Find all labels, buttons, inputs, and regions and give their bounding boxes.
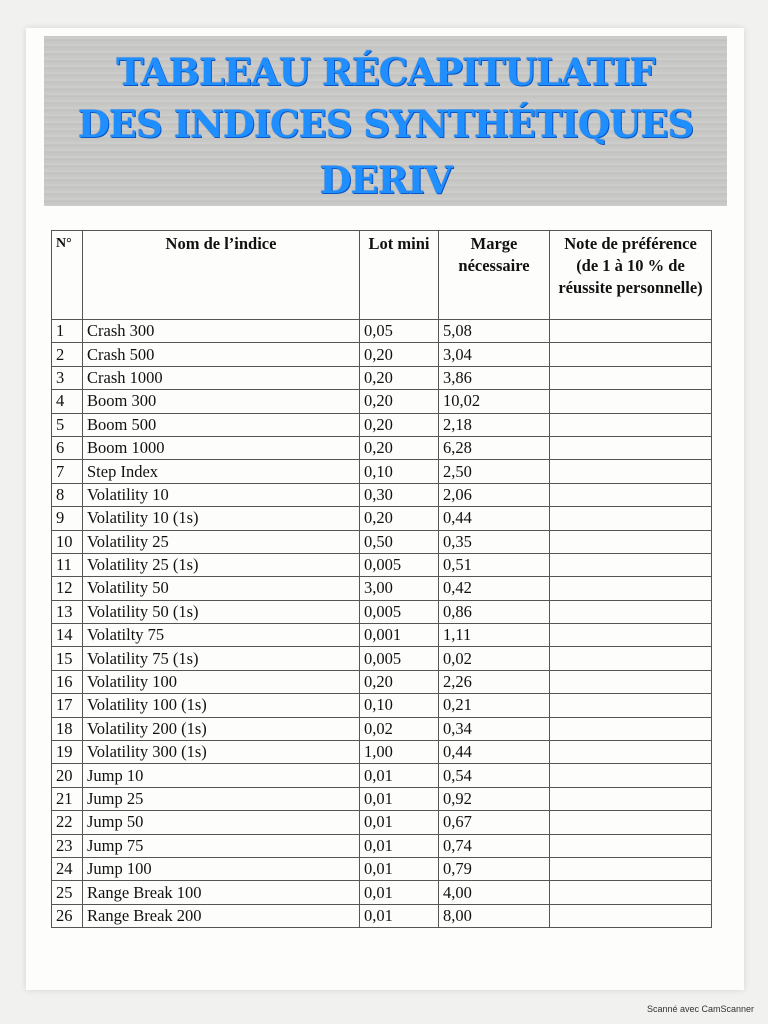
cell-note [550,577,712,600]
cell-marge: 0,86 [439,600,550,623]
title-line-2: DES INDICES SYNTHÉTIQUES [77,102,694,146]
cell-index-name: Volatility 50 [83,577,360,600]
table-row [52,811,712,834]
table-row [52,320,712,343]
cell-num: 19 [52,741,83,764]
cell-marge: 0,51 [439,553,550,576]
cell-index-name: Jump 25 [83,787,360,810]
cell-num: 7 [52,460,83,483]
cell-index-name: Jump 100 [83,857,360,880]
cell-lot-mini: 0,005 [360,600,439,623]
cell-num: 9 [52,507,83,530]
cell-note [550,320,712,343]
title-line-3: DERIV [319,158,452,202]
cell-num: 21 [52,787,83,810]
cell-marge: 5,08 [439,320,550,343]
indices-table [51,230,712,928]
cell-marge: 6,28 [439,436,550,459]
table-row [52,600,712,623]
cell-marge: 3,86 [439,366,550,389]
header-marge: Marge nécessaire [439,231,550,320]
cell-index-name: Volatility 50 (1s) [83,600,360,623]
cell-marge: 0,44 [439,741,550,764]
cell-lot-mini: 0,01 [360,834,439,857]
table-row [52,647,712,670]
cell-num: 5 [52,413,83,436]
cell-note [550,647,712,670]
cell-note [550,483,712,506]
cell-marge: 0,74 [439,834,550,857]
cell-marge: 0,44 [439,507,550,530]
cell-note [550,787,712,810]
cell-marge: 2,50 [439,460,550,483]
cell-note [550,881,712,904]
cell-marge: 2,26 [439,670,550,693]
cell-index-name: Volatility 25 (1s) [83,553,360,576]
cell-note [550,530,712,553]
header-lot: Lot mini [360,231,439,320]
cell-index-name: Crash 300 [83,320,360,343]
cell-lot-mini: 0,02 [360,717,439,740]
cell-lot-mini: 0,20 [360,343,439,366]
header-num: N° [52,231,83,320]
cell-index-name: Boom 500 [83,413,360,436]
cell-marge: 2,18 [439,413,550,436]
title-line-1: TABLEAU RÉCAPITULATIF [116,50,655,94]
cell-lot-mini: 0,01 [360,904,439,927]
cell-marge: 1,11 [439,624,550,647]
table-row [52,670,712,693]
cell-num: 17 [52,694,83,717]
table-row [52,717,712,740]
cell-index-name: Boom 1000 [83,436,360,459]
table-row [52,694,712,717]
table-row [52,741,712,764]
cell-index-name: Range Break 200 [83,904,360,927]
cell-note [550,390,712,413]
cell-marge: 0,21 [439,694,550,717]
title-banner [44,36,727,206]
cell-index-name: Jump 10 [83,764,360,787]
cell-index-name: Volatility 100 (1s) [83,694,360,717]
cell-num: 6 [52,436,83,459]
cell-marge: 0,79 [439,857,550,880]
table-row [52,764,712,787]
cell-note [550,717,712,740]
table-row [52,460,712,483]
cell-marge: 0,35 [439,530,550,553]
cell-note [550,413,712,436]
cell-note [550,670,712,693]
cell-num: 16 [52,670,83,693]
cell-num: 10 [52,530,83,553]
cell-note [550,904,712,927]
cell-note [550,694,712,717]
cell-note [550,553,712,576]
cell-note [550,741,712,764]
cell-num: 25 [52,881,83,904]
cell-index-name: Crash 1000 [83,366,360,389]
cell-note [550,600,712,623]
cell-lot-mini: 3,00 [360,577,439,600]
cell-num: 8 [52,483,83,506]
cell-note [550,811,712,834]
table-row [52,881,712,904]
cell-lot-mini: 0,01 [360,811,439,834]
table-row [52,787,712,810]
cell-lot-mini: 0,20 [360,436,439,459]
cell-num: 13 [52,600,83,623]
cell-num: 14 [52,624,83,647]
table-row [52,436,712,459]
table-row [52,343,712,366]
cell-num: 11 [52,553,83,576]
table-row [52,507,712,530]
cell-num: 23 [52,834,83,857]
table-row [52,624,712,647]
cell-lot-mini: 0,10 [360,460,439,483]
cell-marge: 3,04 [439,343,550,366]
table-row [52,857,712,880]
cell-lot-mini: 0,01 [360,881,439,904]
cell-marge: 0,67 [439,811,550,834]
cell-index-name: Volatilty 75 [83,624,360,647]
cell-index-name: Jump 75 [83,834,360,857]
cell-index-name: Range Break 100 [83,881,360,904]
cell-num: 4 [52,390,83,413]
cell-note [550,460,712,483]
cell-num: 18 [52,717,83,740]
cell-note [550,834,712,857]
cell-lot-mini: 0,01 [360,787,439,810]
cell-lot-mini: 0,001 [360,624,439,647]
cell-index-name: Volatility 25 [83,530,360,553]
table-row [52,577,712,600]
scanner-watermark: Scanné avec CamScanner [646,1004,754,1014]
cell-note [550,343,712,366]
cell-num: 1 [52,320,83,343]
table-row [52,904,712,927]
cell-lot-mini: 0,01 [360,764,439,787]
cell-num: 3 [52,366,83,389]
table-row [52,530,712,553]
cell-lot-mini: 0,005 [360,647,439,670]
cell-marge: 0,42 [439,577,550,600]
table-header-row [52,231,712,320]
header-note: Note de préférence (de 1 à 10 % de réussite personnelle) [550,231,712,320]
cell-lot-mini: 1,00 [360,741,439,764]
cell-index-name: Volatility 200 (1s) [83,717,360,740]
cell-lot-mini: 0,10 [360,694,439,717]
table-row [52,366,712,389]
cell-marge: 8,00 [439,904,550,927]
cell-note [550,436,712,459]
cell-lot-mini: 0,20 [360,413,439,436]
cell-lot-mini: 0,20 [360,366,439,389]
cell-marge: 0,02 [439,647,550,670]
table-row [52,834,712,857]
cell-note [550,507,712,530]
cell-index-name: Volatility 100 [83,670,360,693]
cell-num: 24 [52,857,83,880]
cell-lot-mini: 0,01 [360,857,439,880]
table-row [52,413,712,436]
cell-lot-mini: 0,20 [360,507,439,530]
cell-index-name: Volatility 10 (1s) [83,507,360,530]
cell-num: 15 [52,647,83,670]
cell-lot-mini: 0,50 [360,530,439,553]
cell-index-name: Jump 50 [83,811,360,834]
cell-num: 26 [52,904,83,927]
cell-lot-mini: 0,30 [360,483,439,506]
cell-marge: 2,06 [439,483,550,506]
cell-marge: 4,00 [439,881,550,904]
table-row [52,483,712,506]
cell-lot-mini: 0,05 [360,320,439,343]
cell-marge: 0,54 [439,764,550,787]
cell-lot-mini: 0,20 [360,670,439,693]
cell-lot-mini: 0,20 [360,390,439,413]
cell-note [550,857,712,880]
cell-index-name: Step Index [83,460,360,483]
cell-marge: 10,02 [439,390,550,413]
cell-index-name: Volatility 10 [83,483,360,506]
cell-note [550,624,712,647]
table-body [52,320,712,928]
cell-note [550,366,712,389]
cell-marge: 0,34 [439,717,550,740]
cell-index-name: Crash 500 [83,343,360,366]
cell-num: 12 [52,577,83,600]
header-name: Nom de l’indice [83,231,360,320]
cell-num: 2 [52,343,83,366]
table-row [52,553,712,576]
cell-num: 22 [52,811,83,834]
cell-index-name: Volatility 300 (1s) [83,741,360,764]
cell-index-name: Boom 300 [83,390,360,413]
cell-lot-mini: 0,005 [360,553,439,576]
cell-index-name: Volatility 75 (1s) [83,647,360,670]
cell-note [550,764,712,787]
table-row [52,390,712,413]
cell-num: 20 [52,764,83,787]
cell-marge: 0,92 [439,787,550,810]
